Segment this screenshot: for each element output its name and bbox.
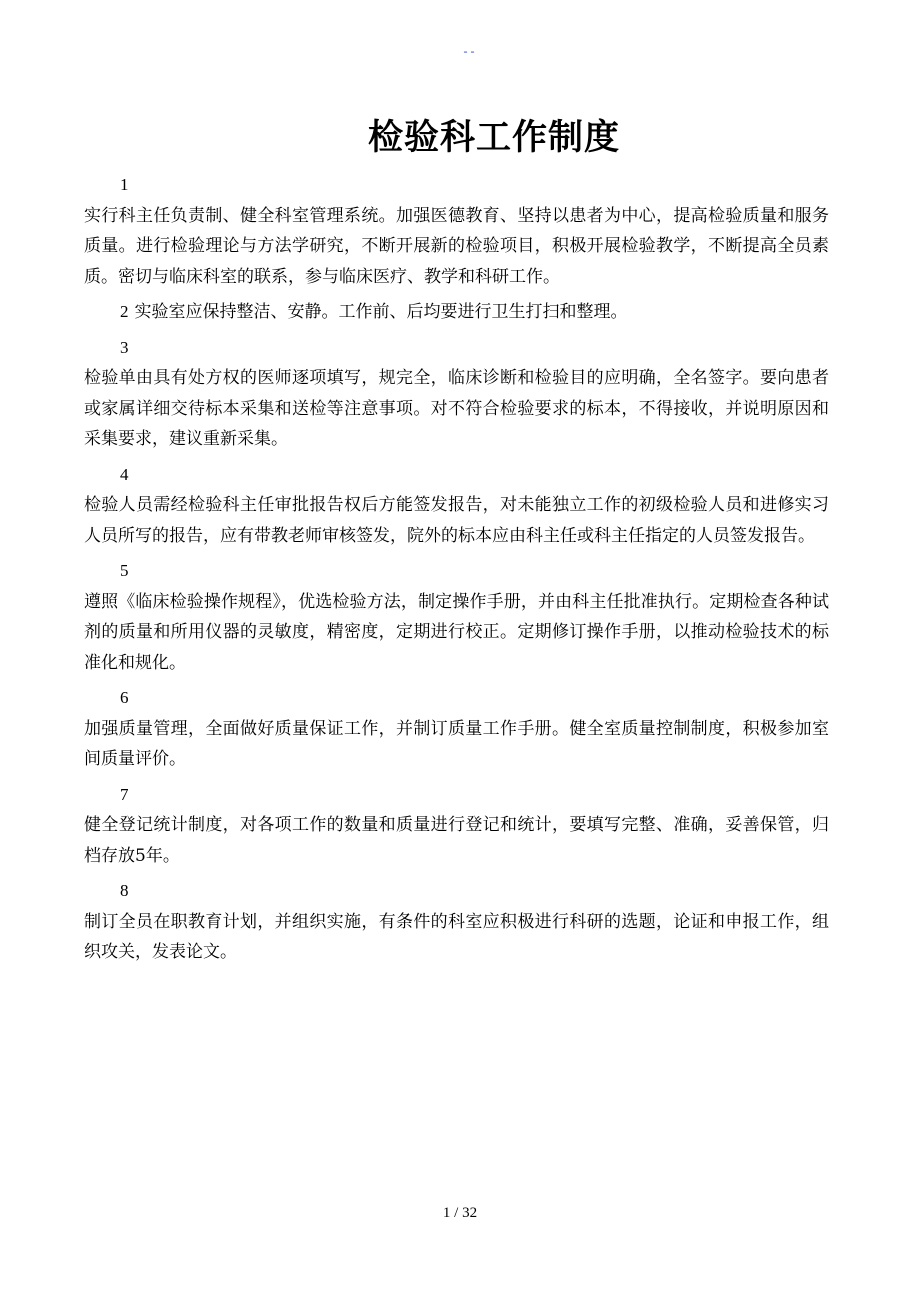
- item-text: 遵照《临床检验操作规程》，优选检验方法，制定操作手册，并由科主任批准执行。定期检查各种试剂的质量和所用仪器的灵敏度，精密度，定期进行校正。定期修订操作手册，以推动检验技术的标准化和规化。: [84, 591, 829, 673]
- item-text: 实验室应保持整洁、安静。工作前、后均要进行卫生打扫和整理。: [134, 302, 628, 322]
- item-inline: [84, 297, 829, 328]
- page-title: 检验科工作制度: [367, 118, 620, 158]
- item-text: 检验单由具有处方权的医师逐项填写，规完全，临床诊断和检验目的应明确，全名签字。要向患者或家属详细交待标本采集和送检等注意事项。对不符合检验要求的标本，不得接收，并说明原因和采集要求，建议重新采集。: [84, 368, 829, 449]
- header-mark: - -: [463, 44, 475, 58]
- item-number: 7: [120, 784, 129, 804]
- item-text: 实行科主任负责制、健全科室管理系统。加强医德教育、坚持以患者为中心，提高检验质量和服务质量。进行检验理论与方法学研究，不断开展新的检验项目，积极开展检验教学，不断提高全员素质。密切与临床科室的联系，参与临床医疗、教学和科研工作。: [84, 205, 829, 287]
- item-number: 2: [120, 302, 129, 321]
- page-number: 1 / 32: [442, 1205, 478, 1221]
- item-number: 5: [120, 561, 129, 580]
- item-number: 8: [120, 881, 129, 900]
- item-text: 加强质量管理，全面做好质量保证工作，并制订质量工作手册。健全室质量控制制度，积极参加室间质量评价。: [84, 718, 829, 769]
- item-text: 制订全员在职教育计划，并组织实施，有条件的科室应积极进行科研的选题，论证和申报工作，组织攻关，发表论文。: [84, 911, 829, 962]
- item-number: 4: [120, 464, 129, 484]
- item-number: 3: [120, 337, 129, 357]
- document-body: [84, 170, 829, 973]
- item-text: 检验人员需经检验科主任审批报告权后方能签发报告，对未能独立工作的初级检验人员和进修实习人员所写的报告，应有带教老师审核签发，院外的标本应由科主任或科主任指定的人员签发报告。: [84, 495, 829, 546]
- item-text: 健全登记统计制度，对各项工作的数量和质量进行登记和统计，要填写完整、准确，妥善保管，归档存放5年。: [84, 815, 829, 866]
- item-number: 6: [120, 688, 129, 707]
- item-number: 1: [120, 175, 129, 194]
